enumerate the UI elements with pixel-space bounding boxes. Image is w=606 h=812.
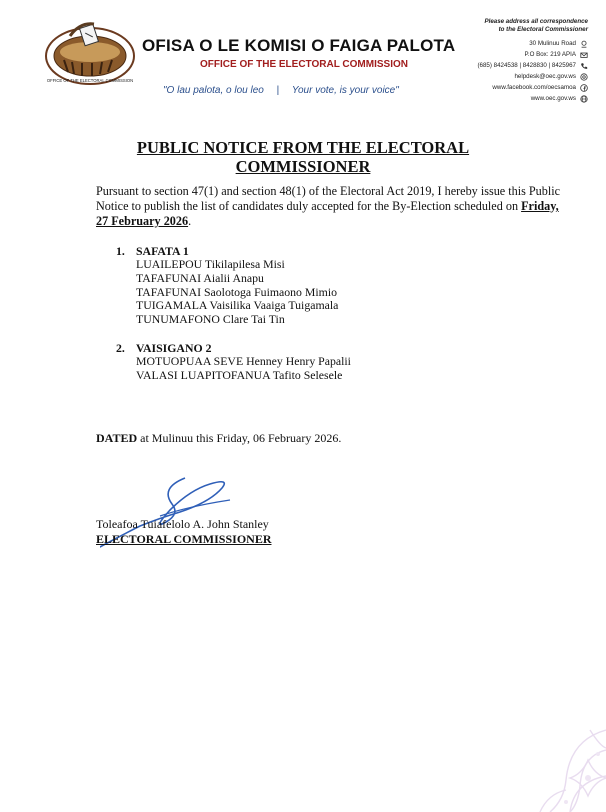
- contact-facebook: [418, 82, 588, 93]
- decorative-corner-pattern: [470, 690, 606, 812]
- logo-ring-text: OFFICE OF THE ELECTORAL COMMISSION: [46, 78, 134, 83]
- contact-facebook-text: www.facebook.com/oecsamoa: [492, 84, 576, 91]
- candidate-name: TAFAFUNAI Saolotoga Fuimaono Mimio: [136, 284, 338, 299]
- notice-title: [90, 138, 516, 176]
- signer-role: ELECTORAL COMMISSIONER: [96, 532, 272, 546]
- candidate-name: LUAILEPOU Tikilapilesa Misi: [136, 257, 285, 271]
- correspondence-note-line2: to the Electoral Commissioner: [498, 26, 588, 33]
- at-icon: [580, 73, 588, 81]
- notice-title-line2: COMMISSIONER: [235, 157, 371, 176]
- notice-title-line1: PUBLIC NOTICE FROM THE ELECTORAL: [136, 138, 470, 157]
- contact-website-text: www.oec.gov.ws: [530, 95, 576, 102]
- contact-website: [418, 93, 588, 104]
- contact-email-text: helpdesk@oec.gov.ws: [514, 73, 576, 80]
- motto: [163, 85, 399, 96]
- candidate-name: MOTUOPUAA SEVE Henney Henry Papalii: [136, 353, 351, 368]
- motto-samoan: "O lau palota, o lou leo: [163, 85, 264, 96]
- location-icon: [580, 40, 588, 48]
- dated-label: DATED: [96, 431, 138, 445]
- signer-block: [96, 517, 271, 547]
- contact-phone: [418, 60, 588, 71]
- electoral-commission-logo: [42, 16, 138, 88]
- constituency-number: 1.: [116, 244, 125, 258]
- constituency-heading: [116, 244, 536, 258]
- contact-address-text: 30 Mulinuu Road: [529, 40, 576, 47]
- globe-icon: [580, 95, 588, 103]
- constituency-section: [116, 244, 536, 327]
- candidate-name: TUIGAMALA Vaisilika Vaaiga Tuigamala: [136, 298, 339, 313]
- contact-block: [418, 18, 588, 104]
- motto-separator: |: [276, 85, 280, 96]
- notice-intro-end: .: [188, 214, 192, 228]
- contact-email: [418, 71, 588, 82]
- contact-address: [418, 38, 588, 49]
- contact-pobox-text: P.O Box: 219 APIA: [524, 51, 576, 58]
- dated-line: [96, 431, 341, 446]
- constituency-name: VAISIGANO 2: [136, 340, 212, 355]
- correspondence-note-line1: Please address all correspondence: [484, 18, 588, 25]
- notice-intro: [96, 184, 564, 229]
- by-election-date: Friday, 27 February 2026: [96, 199, 559, 228]
- candidate-sections: [116, 244, 536, 397]
- org-name: OFISA O LE KOMISI O FAIGA PALOTA: [142, 36, 456, 55]
- dated-text: at Mulinuu this Friday, 06 February 2026.: [137, 431, 342, 445]
- candidate-name: TAFAFUNAI Aialii Anapu: [136, 270, 264, 285]
- signer-name: Toleafoa Tuiafelolo A. John Stanley: [96, 517, 269, 531]
- contact-phone-text: (685) 8424538 | 8428830 | 8425967: [477, 62, 576, 69]
- motto-english: Your vote, is your voice": [291, 85, 399, 96]
- contact-pobox: [418, 49, 588, 60]
- notice-intro-text: Pursuant to section 47(1) and section 48(1) of the Electoral Act 2019, I hereby issue this Public Notice to publish the list of candidates duly accepted for the By-Election scheduled on: [96, 184, 561, 213]
- correspondence-note: [418, 18, 588, 34]
- constituency-number: 2.: [116, 340, 125, 355]
- candidate-name: VALASI LUAPITOFANUA Tafito Selesele: [136, 367, 343, 382]
- constituency-name: SAFATA 1: [136, 244, 189, 258]
- org-name-english: OFFICE OF THE ELECTORAL COMMISSION: [200, 59, 408, 70]
- candidate-name: TUNUMAFONO Clare Tai Tin: [136, 312, 285, 327]
- mail-icon: [580, 51, 588, 59]
- constituency-section: [116, 341, 536, 383]
- constituency-heading: [116, 341, 536, 355]
- facebook-icon: [580, 84, 588, 92]
- phone-icon: [580, 62, 588, 70]
